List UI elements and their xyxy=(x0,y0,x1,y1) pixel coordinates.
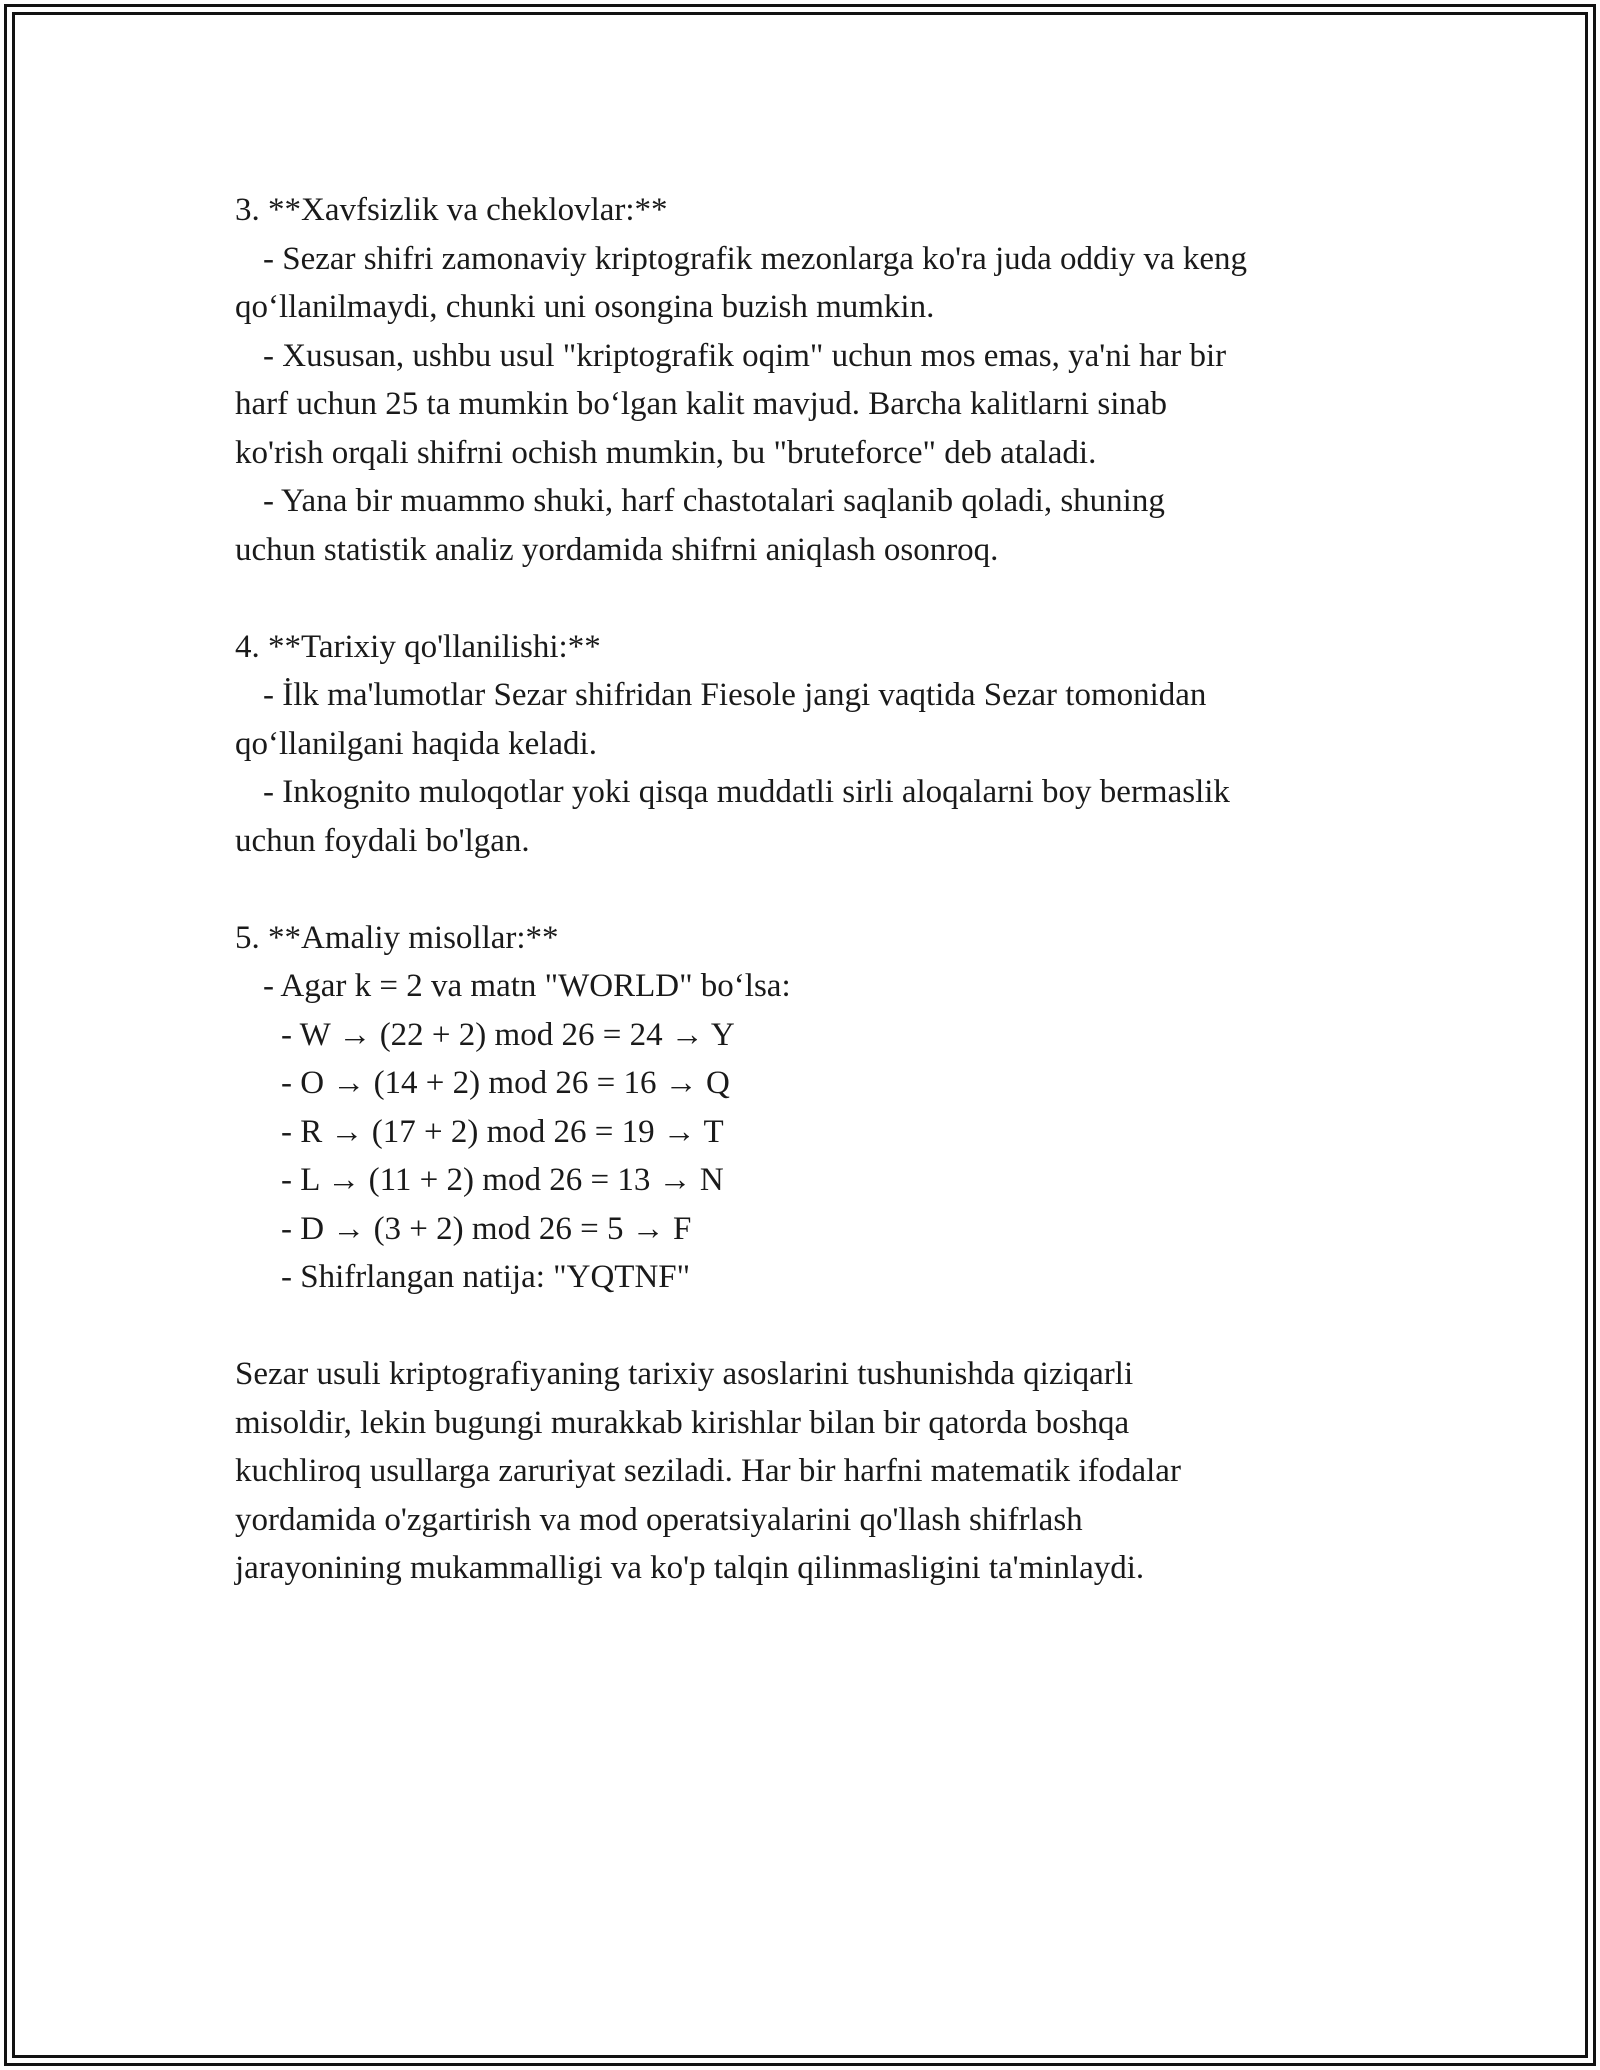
conclusion-line: Sezar usuli kriptografiyaning tarixiy asoslarini tushunishda qiziqarli xyxy=(235,1356,1134,1392)
conclusion-line: kuchliroq usullarga zaruriyat seziladi. Har bir harfni matematik ifodalar xyxy=(235,1453,1181,1489)
section-4-heading: 4. **Tarixiy qo'llanilishi:** xyxy=(235,628,601,665)
section-4-line: - Inkognito muloqotlar yoki qisqa muddatli sirli aloqalarni boy bermaslik xyxy=(263,774,1230,810)
section-3-line: - Yana bir muammo shuki, harf chastotalari saqlanib qoladi, shuning xyxy=(263,483,1165,519)
paragraph-gap xyxy=(235,865,1365,914)
paragraph-gap xyxy=(235,1302,1365,1351)
conclusion-line: jarayonining mukammalligi va ko'p talqin qilinmasligini ta'minlaydi. xyxy=(235,1550,1145,1586)
example-step: - R → (17 + 2) mod 26 = 19 → T xyxy=(281,1113,724,1150)
example-step: - D → (3 + 2) mod 26 = 5 → F xyxy=(281,1210,692,1247)
paragraph-gap xyxy=(235,574,1365,623)
conclusion-line: misoldir, lekin bugungi murakkab kirishlar bilan bir qatorda boshqa xyxy=(235,1404,1130,1441)
document-body xyxy=(235,186,1365,1593)
example-step: - O → (14 + 2) mod 26 = 16 → Q xyxy=(281,1065,730,1101)
example-result: - Shifrlangan natija: "YQTNF" xyxy=(281,1259,691,1295)
section-3-line: uchun statistik analiz yordamida shifrni aniqlash osonroq. xyxy=(235,531,999,568)
conclusion-line: yordamida o'zgartirish va mod operatsiyalarini qo'llash shifrlash xyxy=(235,1501,1083,1538)
section-4-line: uchun foydali bo'lgan. xyxy=(235,822,530,859)
section-3-heading: 3. **Xavfsizlik va cheklovlar:** xyxy=(235,192,668,228)
section-4-line: qo‘llanilgani haqida keladi. xyxy=(235,725,597,762)
section-5-heading: 5. **Amaliy misollar:** xyxy=(235,919,559,956)
section-3-line: - Xususan, ushbu usul "kriptografik oqim" uchun mos emas, ya'ni har bir xyxy=(263,337,1227,374)
section-3-line: - Sezar shifri zamonaviy kriptografik mezonlarga ko'ra juda oddiy va keng xyxy=(263,240,1248,277)
section-3-line: qo‘llanilmaydi, chunki uni osongina buzish mumkin. xyxy=(235,289,935,325)
example-step: - W → (22 + 2) mod 26 = 24 → Y xyxy=(281,1016,735,1053)
section-3-line: harf uchun 25 ta mumkin bo‘lgan kalit mavjud. Barcha kalitlarni sinab xyxy=(235,386,1168,422)
section-5-intro: - Agar k = 2 va matn "WORLD" bo‘lsa: xyxy=(263,968,791,1004)
section-4-line: - İlk ma'lumotlar Sezar shifridan Fiesole jangi vaqtida Sezar tomonidan xyxy=(263,677,1207,713)
section-3-line: ko'rish orqali shifrni ochish mumkin, bu "bruteforce" deb ataladi. xyxy=(235,434,1097,471)
example-step: - L → (11 + 2) mod 26 = 13 → N xyxy=(281,1162,724,1198)
